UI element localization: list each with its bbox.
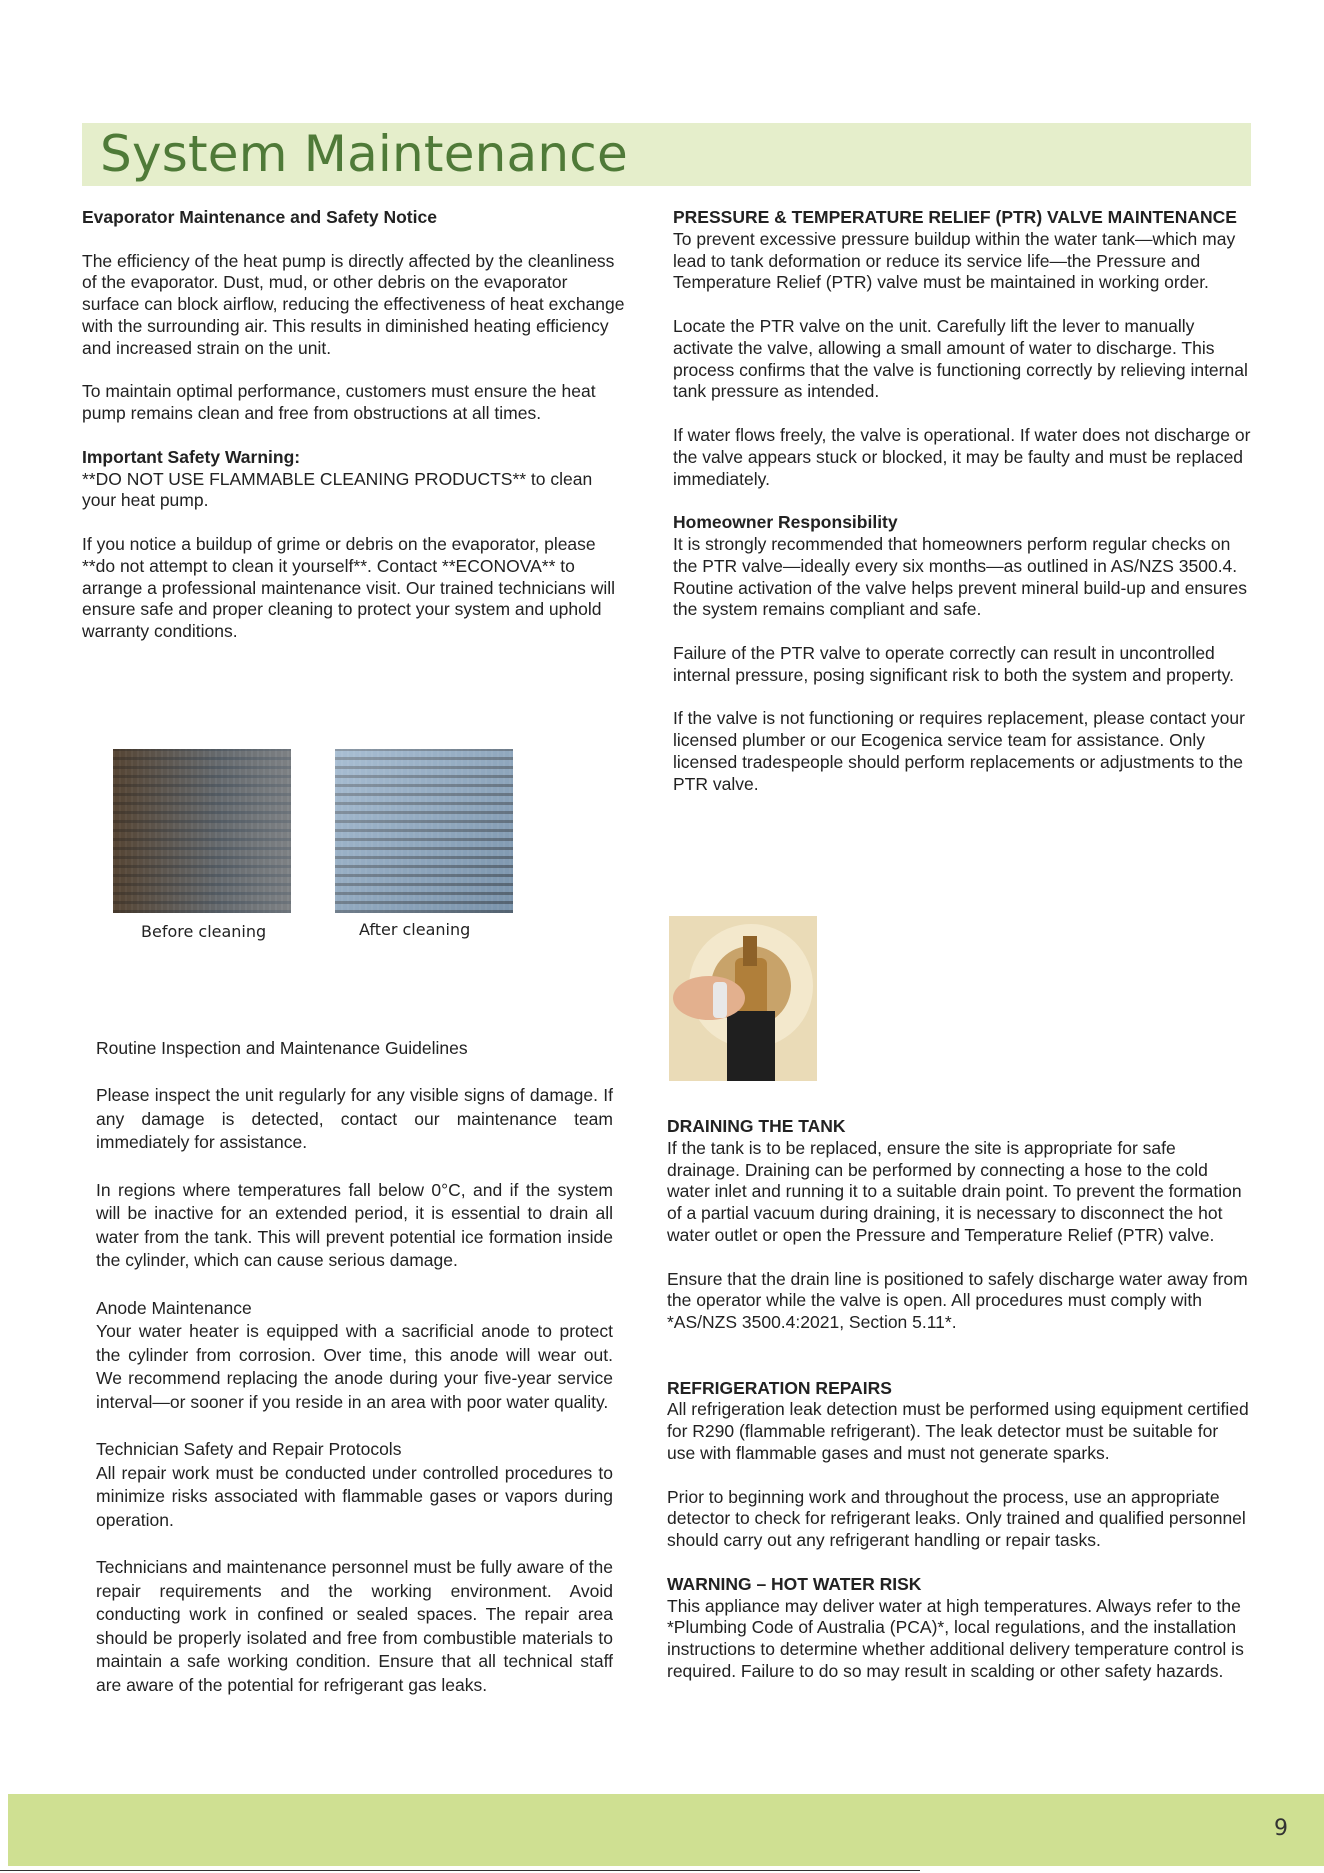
warning-text: **DO NOT USE FLAMMABLE CLEANING PRODUCTS** to clean your heat pump.	[82, 468, 593, 511]
page-title: System Maintenance	[100, 125, 628, 183]
evaporator-heading: Evaporator Maintenance and Safety Notice	[82, 207, 437, 227]
evaporator-section	[82, 207, 628, 665]
homeowner-paragraph: Failure of the PTR valve to operate correctly can result in uncontrolled internal pressure, posing significant risk to both the system and property.	[673, 642, 1234, 685]
warning-heading: Important Safety Warning:	[82, 446, 301, 467]
before-cleaning-image	[113, 749, 291, 913]
routine-heading: Routine Inspection and Maintenance Guidelines	[96, 1038, 468, 1058]
drain-paragraph: If the tank is to be replaced, ensure the site is appropriate for safe drainage. Draining can be performed by connecting a hose to the cold water inlet and running it to a suitable drain point. To prevent the formation of a partial vacuum during draining, it is necessary to disconnect the hot water outlet or open the Pressure and Temperature Relief (PTR) valve.	[667, 1137, 1242, 1245]
anode-paragraph: Your water heater is equipped with a sacrificial anode to protect the cylinder from corrosion. Over time, this anode will wear out. We recommend replacing the anode during your five-year service interval—or sooner if you reside in an area with poor water quality.	[96, 1321, 613, 1412]
page-number: 9	[1274, 1816, 1288, 1841]
ptr-paragraph: To prevent excessive pressure buildup within the water tank—which may lead to tank deformation or reduce its service life—the Pressure and Temperature Relief (PTR) valve must be maintained in working order.	[673, 228, 1236, 293]
ptr-valve-image	[669, 916, 817, 1081]
routine-paragraph: In regions where temperatures fall below 0°C, and if the system will be inactive for an extended period, it is essential to drain all water from the tank. This will prevent potential ice formation inside the cylinder, which can cause serious damage.	[96, 1179, 613, 1271]
ptr-valve-illustration	[669, 916, 817, 1081]
routine-paragraph: Please inspect the unit regularly for any visible signs of damage. If any damage is detected, contact our maintenance team immediately for assistance.	[96, 1085, 613, 1153]
ptr-heading: PRESSURE & TEMPERATURE RELIEF (PTR) VALVE MAINTENANCE	[673, 207, 1237, 227]
hot-water-paragraph: This appliance may deliver water at high temperatures. Always refer to the *Plumbing Code of Australia (PCA)*, local regulations, and the installation instructions to determine whether additional delivery temperature control is required. Failure to do so may result in scalding or other safety hazards.	[667, 1595, 1244, 1681]
drain-paragraph: Ensure that the drain line is positioned to safely discharge water away from the operator while the valve is open. All procedures must comply with *AS/NZS 3500.4:2021, Section 5.11*.	[667, 1268, 1248, 1333]
homeowner-heading: Homeowner Responsibility	[673, 512, 898, 533]
technician-paragraph: All repair work must be conducted under controlled procedures to minimize risks associated with flammable gases or vapors during operation.	[96, 1462, 613, 1530]
technician-heading: Technician Safety and Repair Protocols	[96, 1439, 402, 1460]
drain-section	[667, 1116, 1251, 1705]
before-cleaning-caption: Before cleaning	[141, 922, 267, 941]
drain-heading: DRAINING THE TANK	[667, 1116, 846, 1136]
homeowner-paragraph: It is strongly recommended that homeowners perform regular checks on the PTR valve—ideally every six months—as outlined in AS/NZS 3500.4. Routine activation of the valve helps prevent mineral build-up and ensures the system remains compliant and safe.	[673, 533, 1247, 620]
refrigeration-heading: REFRIGERATION REPAIRS	[667, 1377, 892, 1398]
evaporator-paragraph: The efficiency of the heat pump is directly affected by the cleanliness of the evaporator. Dust, mud, or other debris on the evaporator surface can block airflow, reducing the effectiveness of heat exchange with the surrounding air. This results in diminished heating efficiency and increased strain on the unit.	[82, 250, 625, 358]
refrigeration-paragraph: Prior to beginning work and throughout the process, use an appropriate detector to check for refrigerant leaks. Only trained and qualified personnel should carry out any refrigerant handling or repair tasks.	[667, 1486, 1246, 1551]
hot-water-heading: WARNING – HOT WATER RISK	[667, 1573, 922, 1594]
page-footer	[8, 1794, 1324, 1866]
ptr-section	[673, 207, 1251, 817]
evaporator-paragraph: To maintain optimal performance, customers must ensure the heat pump remains clean and free from obstructions at all times.	[82, 381, 596, 424]
evaporator-paragraph: If you notice a buildup of grime or debris on the evaporator, please **do not attempt to clean it yourself**. Contact **ECONOVA** to arrange a professional maintenance visit. Our trained technicians will ensure safe and proper cleaning to protect your system and uphold warranty conditions.	[82, 533, 616, 642]
after-cleaning-image	[335, 749, 513, 913]
ptr-paragraph: Locate the PTR valve on the unit. Carefully lift the lever to manually activate the valve, allowing a small amount of water to discharge. This process confirms that the valve is functioning correctly by relieving internal tank pressure as intended.	[673, 315, 1248, 402]
title-banner	[82, 123, 1251, 186]
after-cleaning-caption: After cleaning	[359, 920, 471, 939]
technician-paragraph: Technicians and maintenance personnel must be fully aware of the repair requirements and the working environment. Avoid conducting work in confined or sealed spaces. The repair area should be properly isolated and free from combustible materials to maintain a safe working condition. Ensure that all technical staff are aware of the potential for refrigerant gas leaks.	[96, 1557, 613, 1696]
routine-section	[96, 1037, 613, 1721]
refrigeration-paragraph: All refrigeration leak detection must be performed using equipment certified for R290 (flammable refrigerant). The leak detector must be suitable for use with flammable gases and must not generate sparks.	[667, 1399, 1249, 1463]
anode-heading: Anode Maintenance	[96, 1297, 252, 1318]
homeowner-paragraph: If the valve is not functioning or requires replacement, please contact your licensed plumber or our Ecogenica service team for assistance. Only licensed tradespeople should perform replacements or adjustments to the PTR valve.	[673, 708, 1245, 794]
footer-rule	[0, 1870, 920, 1871]
ptr-paragraph: If water flows freely, the valve is operational. If water does not discharge or the valve appears stuck or blocked, it may be faulty and must be replaced immediately.	[673, 424, 1251, 489]
